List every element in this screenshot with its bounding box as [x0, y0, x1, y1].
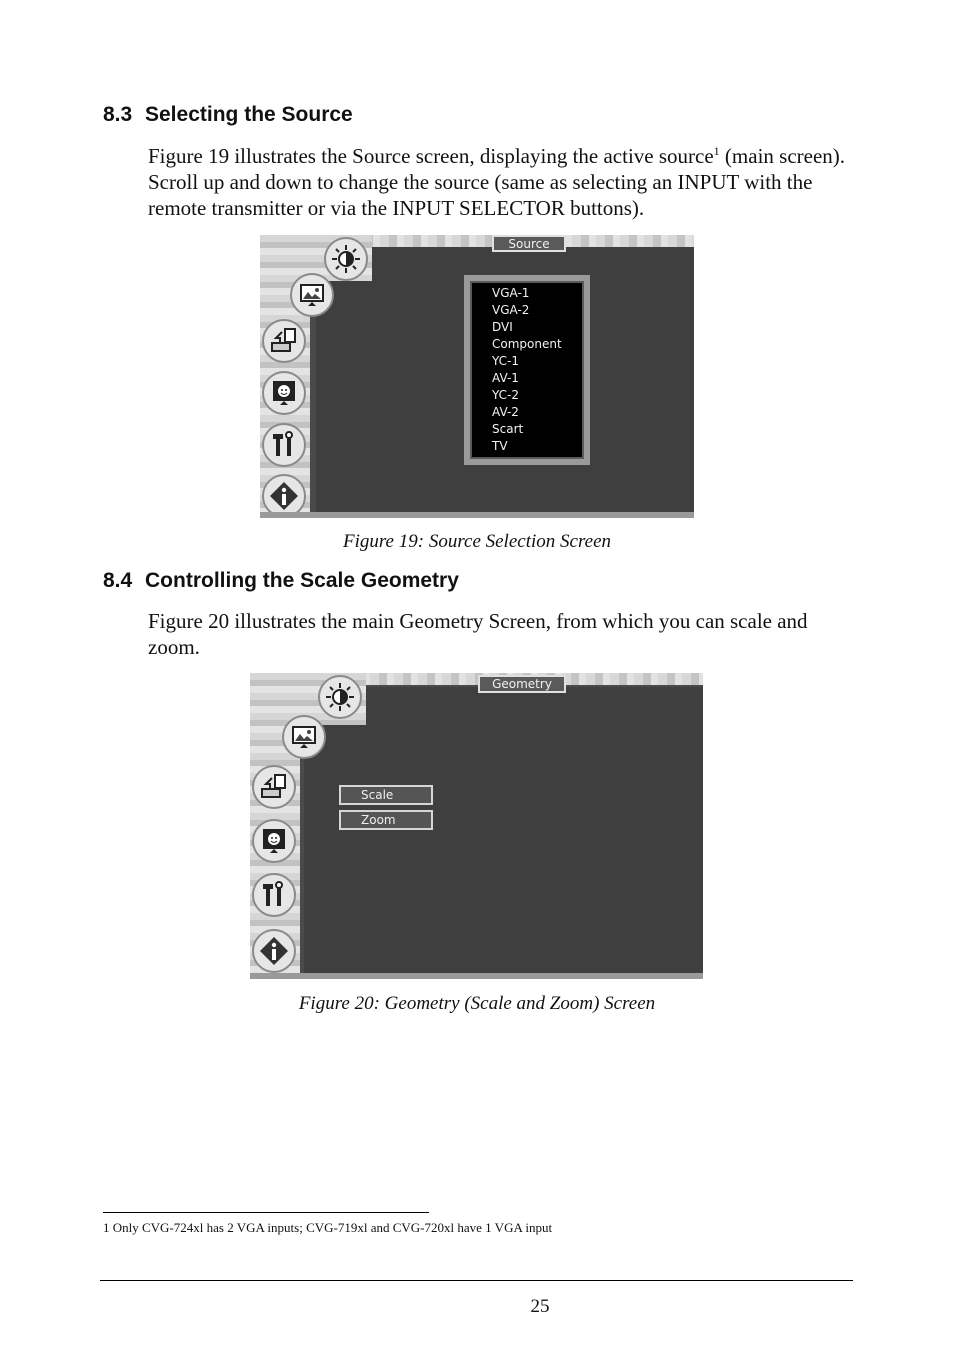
brightness-icon[interactable] — [324, 237, 368, 281]
section-number: 8.3 — [103, 103, 133, 126]
tools-icon[interactable] — [252, 873, 296, 917]
source-item[interactable]: DVI — [492, 320, 513, 334]
section-title: Controlling the Scale Geometry — [145, 569, 459, 592]
scale-button[interactable]: Scale — [339, 785, 433, 805]
geometry-tab[interactable]: Geometry — [478, 675, 566, 693]
footnote: 1 Only CVG-724xl has 2 VGA inputs; CVG-719xl and CVG-720xl have 1 VGA input — [103, 1220, 553, 1235]
picture-icon[interactable] — [290, 273, 334, 317]
brightness-icon[interactable] — [318, 675, 362, 719]
input-icon[interactable] — [262, 319, 306, 363]
section-heading-8-3 — [103, 103, 353, 127]
source-item[interactable]: VGA-2 — [492, 303, 530, 317]
picture-icon[interactable] — [282, 715, 326, 759]
source-item[interactable]: YC-1 — [492, 354, 520, 368]
figure-19-source-screen — [260, 235, 694, 518]
section-heading-8-4 — [103, 569, 459, 593]
source-item[interactable]: Component — [492, 337, 562, 351]
source-item[interactable]: YC-2 — [492, 388, 520, 402]
page-number: 25 — [530, 1296, 550, 1317]
info-icon[interactable] — [252, 929, 296, 973]
source-item[interactable]: TV — [492, 439, 508, 453]
figure-20-caption: Figure 20: Geometry (Scale and Zoom) Screen — [298, 993, 656, 1014]
footer-rule — [100, 1280, 853, 1281]
figure-20-geometry-screen — [250, 673, 703, 979]
screen-icon[interactable] — [262, 371, 306, 415]
source-item[interactable]: AV-1 — [492, 371, 519, 385]
input-icon[interactable] — [252, 765, 296, 809]
figure-19-caption: Figure 19: Source Selection Screen — [342, 531, 611, 552]
section-8-4-paragraph: Figure 20 illustrates the main Geometry Screen, from which you can scale and zoom. — [148, 609, 808, 659]
section-number: 8.4 — [103, 569, 133, 592]
zoom-button[interactable]: Zoom — [339, 810, 433, 830]
screen-icon[interactable] — [252, 819, 296, 863]
source-tab[interactable]: Source — [492, 235, 566, 252]
footnote-ref[interactable]: 1 — [713, 144, 720, 158]
section-8-3-paragraph: Figure 19 illustrates the Source screen, displaying the active source$^1$ (main screen). Scroll up and down to change the source (same as selecting an INPUT with the remote transmitter or via the INPUT SELECTOR buttons). — [148, 144, 846, 220]
footnote-separator — [103, 1212, 429, 1213]
source-item[interactable]: Scart — [492, 422, 524, 436]
tools-icon[interactable] — [262, 423, 306, 467]
source-item[interactable]: AV-2 — [492, 405, 519, 419]
source-list[interactable] — [464, 275, 590, 465]
section-title: Selecting the Source — [145, 103, 353, 126]
source-item[interactable]: VGA-1 — [492, 286, 530, 300]
